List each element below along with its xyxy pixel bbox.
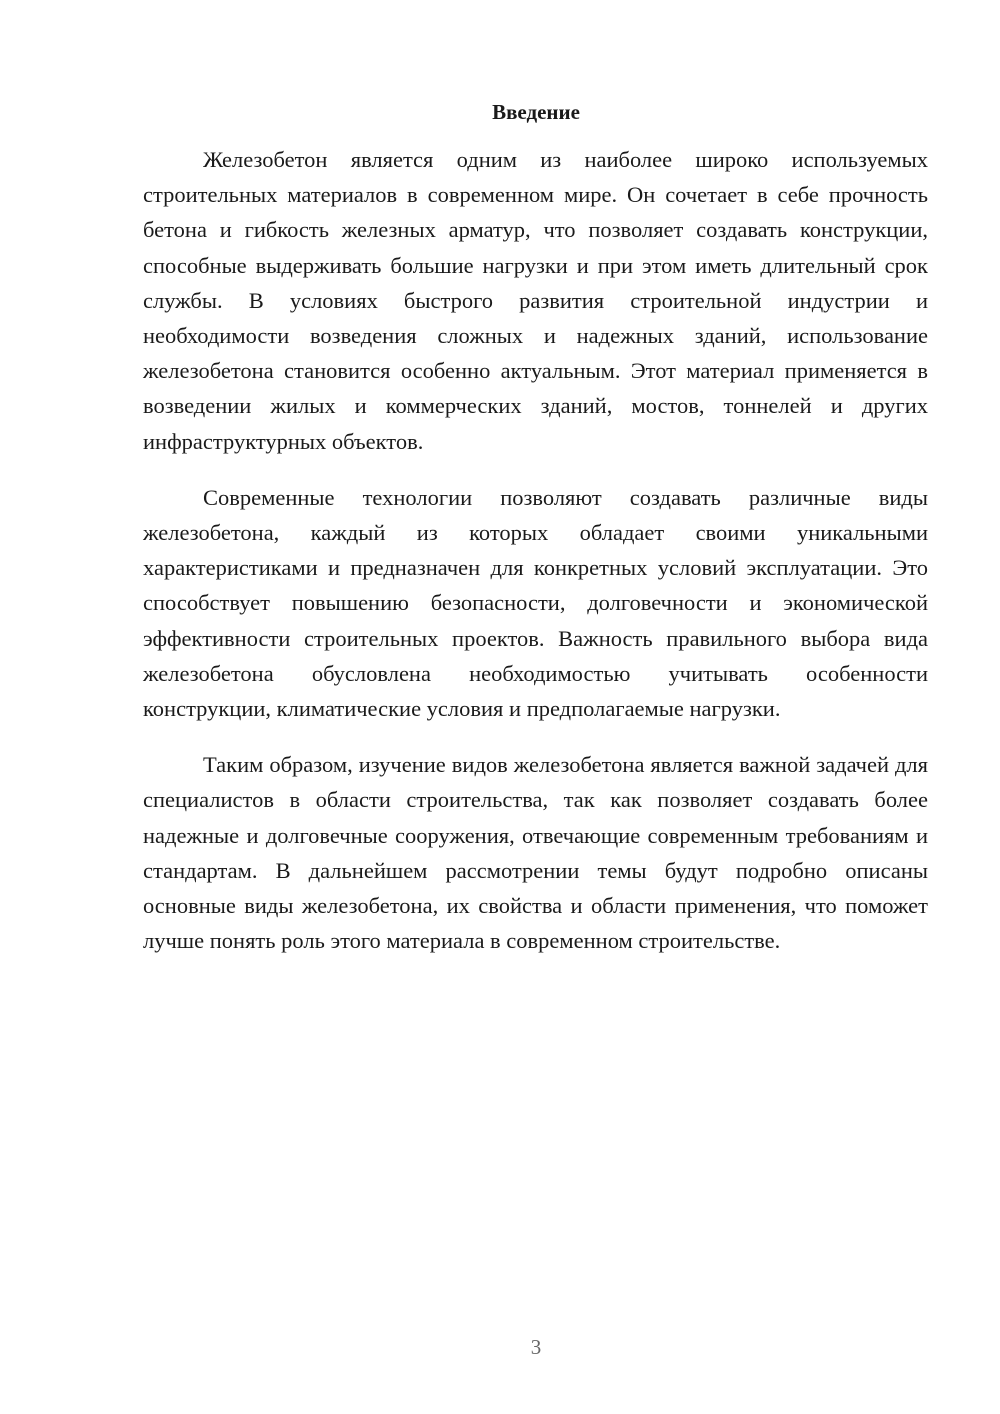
paragraph-3: Таким образом, изучение видов железобетона является важной задачей для специалистов в области строительства, так как позволяет создавать более надежные и долговечные сооружения, отвечающие современным требованиям и стандартам. В дальнейшем рассмотрении темы будут подробно описаны основные виды железобетона, их свойства и области применения, что поможет лучше понять роль этого материала в современном строительстве. (143, 752, 928, 954)
section-title: Введение (492, 100, 580, 124)
paragraph-2: Современные технологии позволяют создавать различные виды железобетона, каждый из которых обладает своими уникальными характеристиками и предназначен для конкретных условий эксплуатации. Это способствует повышению безопасности, долговечности и экономической эффективности строительных проектов. Важность правильного выбора вида железобетона обусловлена необходимостью учитывать особенности конструкции, климатические условия и предполагаемые нагрузки. (143, 484, 928, 722)
body-text (143, 142, 928, 958)
paragraph-1: Железобетон является одним из наиболее широко используемых строительных материалов в современном мире. Он сочетает в себе прочность бетона и гибкость железных арматур, что позволяет создавать конструкции, способные выдерживать большие нагрузки и при этом иметь длительный срок службы. В условиях быстрого развития строительной индустрии и необходимости возведения сложных и надежных зданий, использование железобетона становится особенно актуальным. Этот материал применяется в возведении жилых и коммерческих зданий, мостов, тоннелей и других инфраструктурных объектов. (143, 147, 928, 454)
page-number: 3 (530, 1335, 542, 1359)
